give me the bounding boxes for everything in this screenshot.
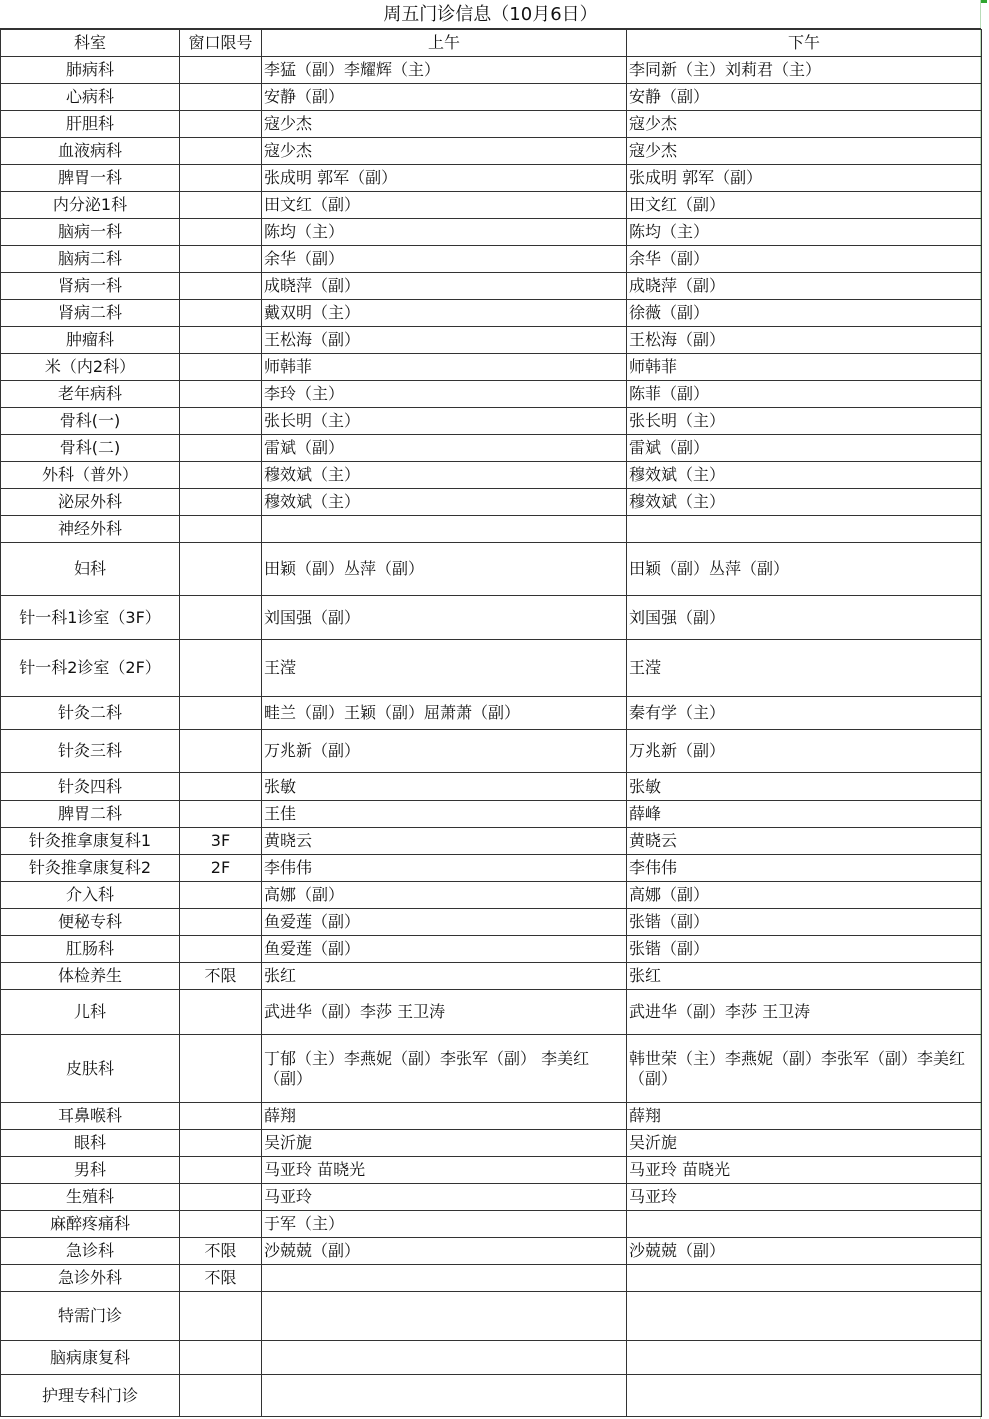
- morning-doctors-cell: 寇少杰: [262, 111, 627, 138]
- afternoon-doctors-cell: 寇少杰: [627, 111, 982, 138]
- afternoon-doctors-cell: 师韩菲: [627, 354, 982, 381]
- schedule-rows: [1, 57, 982, 1417]
- window-limit-cell: [180, 462, 262, 489]
- morning-doctors-cell: 李伟伟: [262, 855, 627, 882]
- afternoon-doctors-cell: 马亚玲 苗晓光: [627, 1157, 982, 1184]
- window-limit-cell: 2F: [180, 855, 262, 882]
- afternoon-doctors-cell: 寇少杰: [627, 138, 982, 165]
- table-row: [1, 516, 982, 543]
- table-row: [1, 138, 982, 165]
- afternoon-doctors-cell: 黄晓云: [627, 828, 982, 855]
- window-limit-cell: 3F: [180, 828, 262, 855]
- afternoon-doctors-cell: 雷斌（副）: [627, 435, 982, 462]
- table-row: [1, 327, 982, 354]
- morning-doctors-cell: 高娜（副）: [262, 882, 627, 909]
- window-limit-cell: 不限: [180, 1265, 262, 1292]
- window-limit-cell: 不限: [180, 1238, 262, 1265]
- morning-doctors-cell: 李猛（副）李耀辉（主）: [262, 57, 627, 84]
- afternoon-doctors-cell: 田文红（副）: [627, 192, 982, 219]
- window-limit-cell: [180, 1035, 262, 1103]
- morning-doctors-cell: 武进华（副）李莎 王卫涛: [262, 990, 627, 1035]
- morning-doctors-cell: 寇少杰: [262, 138, 627, 165]
- table-row: [1, 1238, 982, 1265]
- table-row: [1, 381, 982, 408]
- morning-doctors-cell: 万兆新（副）: [262, 730, 627, 773]
- table-row: [1, 1341, 982, 1375]
- afternoon-doctors-cell: 穆效斌（主）: [627, 489, 982, 516]
- morning-doctors-cell: 张成明 郭军（副）: [262, 165, 627, 192]
- morning-doctors-cell: [262, 1292, 627, 1341]
- window-limit-cell: [180, 381, 262, 408]
- table-row: [1, 354, 982, 381]
- table-row: [1, 1211, 982, 1238]
- morning-doctors-cell: 畦兰（副）王颖（副）屈萧萧（副）: [262, 697, 627, 730]
- table-row: [1, 111, 982, 138]
- table-row: [1, 462, 982, 489]
- morning-doctors-cell: 田颖（副）丛萍（副）: [262, 543, 627, 596]
- afternoon-doctors-cell: 沙兢兢（副）: [627, 1238, 982, 1265]
- window-limit-cell: [180, 111, 262, 138]
- window-limit-cell: [180, 300, 262, 327]
- morning-doctors-cell: 穆效斌（主）: [262, 489, 627, 516]
- morning-doctors-cell: 吴沂旎: [262, 1130, 627, 1157]
- morning-doctors-cell: 鱼爱莲（副）: [262, 909, 627, 936]
- table-row: [1, 882, 982, 909]
- window-limit-cell: [180, 246, 262, 273]
- window-limit-cell: [180, 909, 262, 936]
- department-cell: 特需门诊: [1, 1292, 180, 1341]
- morning-doctors-cell: 安静（副）: [262, 84, 627, 111]
- afternoon-doctors-cell: 徐薇（副）: [627, 300, 982, 327]
- afternoon-doctors-cell: 韩世荣（主）李燕妮（副）李张军（副）李美红（副）: [627, 1035, 982, 1103]
- afternoon-doctors-cell: 张锴（副）: [627, 909, 982, 936]
- header-afternoon: 下午: [627, 30, 982, 57]
- window-limit-cell: [180, 990, 262, 1035]
- table-row: [1, 990, 982, 1035]
- department-cell: 米（内2科）: [1, 354, 180, 381]
- department-cell: 男科: [1, 1157, 180, 1184]
- table-row: [1, 543, 982, 596]
- department-cell: 针灸二科: [1, 697, 180, 730]
- morning-doctors-cell: 张红: [262, 963, 627, 990]
- table-row: [1, 489, 982, 516]
- department-cell: 儿科: [1, 990, 180, 1035]
- department-cell: 皮肤科: [1, 1035, 180, 1103]
- window-limit-cell: [180, 697, 262, 730]
- department-cell: 肿瘤科: [1, 327, 180, 354]
- window-limit-cell: [180, 273, 262, 300]
- department-cell: 生殖科: [1, 1184, 180, 1211]
- window-limit-cell: [180, 138, 262, 165]
- department-cell: 脑病康复科: [1, 1341, 180, 1375]
- afternoon-doctors-cell: [627, 1375, 982, 1417]
- department-cell: 介入科: [1, 882, 180, 909]
- window-limit-cell: [180, 192, 262, 219]
- morning-doctors-cell: 沙兢兢（副）: [262, 1238, 627, 1265]
- morning-doctors-cell: [262, 516, 627, 543]
- department-cell: 针灸推拿康复科2: [1, 855, 180, 882]
- department-cell: 麻醉疼痛科: [1, 1211, 180, 1238]
- afternoon-doctors-cell: 张长明（主）: [627, 408, 982, 435]
- morning-doctors-cell: 刘国强（副）: [262, 596, 627, 640]
- morning-doctors-cell: 丁郁（主）李燕妮（副）李张军（副） 李美红（副）: [262, 1035, 627, 1103]
- window-limit-cell: [180, 219, 262, 246]
- department-cell: 妇科: [1, 543, 180, 596]
- department-cell: 耳鼻喉科: [1, 1103, 180, 1130]
- morning-doctors-cell: 陈均（主）: [262, 219, 627, 246]
- department-cell: 脾胃一科: [1, 165, 180, 192]
- table-row: [1, 57, 982, 84]
- header-morning: 上午: [262, 30, 627, 57]
- window-limit-cell: [180, 435, 262, 462]
- afternoon-doctors-cell: 万兆新（副）: [627, 730, 982, 773]
- table-row: [1, 640, 982, 697]
- afternoon-doctors-cell: [627, 516, 982, 543]
- department-cell: 针灸推拿康复科1: [1, 828, 180, 855]
- department-cell: 针一科2诊室（2F）: [1, 640, 180, 697]
- table-row: [1, 300, 982, 327]
- window-limit-cell: [180, 489, 262, 516]
- window-limit-cell: [180, 1375, 262, 1417]
- morning-doctors-cell: 薛翔: [262, 1103, 627, 1130]
- schedule-table: [0, 29, 982, 1417]
- department-cell: 肾病二科: [1, 300, 180, 327]
- afternoon-doctors-cell: 武进华（副）李莎 王卫涛: [627, 990, 982, 1035]
- header-department: 科室: [1, 30, 180, 57]
- department-cell: 便秘专科: [1, 909, 180, 936]
- morning-doctors-cell: 王佳: [262, 801, 627, 828]
- window-limit-cell: [180, 165, 262, 192]
- table-row: [1, 1375, 982, 1417]
- afternoon-doctors-cell: 张红: [627, 963, 982, 990]
- table-row: [1, 773, 982, 801]
- morning-doctors-cell: 李玲（主）: [262, 381, 627, 408]
- afternoon-doctors-cell: [627, 1341, 982, 1375]
- table-row: [1, 1035, 982, 1103]
- morning-doctors-cell: 师韩菲: [262, 354, 627, 381]
- afternoon-doctors-cell: [627, 1265, 982, 1292]
- department-cell: 肾病一科: [1, 273, 180, 300]
- morning-doctors-cell: 于军（主）: [262, 1211, 627, 1238]
- table-row: [1, 963, 982, 990]
- morning-doctors-cell: 黄晓云: [262, 828, 627, 855]
- morning-doctors-cell: 王松海（副）: [262, 327, 627, 354]
- afternoon-doctors-cell: 李伟伟: [627, 855, 982, 882]
- window-limit-cell: [180, 1103, 262, 1130]
- table-row: [1, 1265, 982, 1292]
- window-limit-cell: [180, 354, 262, 381]
- department-cell: 脑病二科: [1, 246, 180, 273]
- morning-doctors-cell: [262, 1341, 627, 1375]
- table-row: [1, 165, 982, 192]
- window-limit-cell: [180, 408, 262, 435]
- department-cell: 骨科(一): [1, 408, 180, 435]
- window-limit-cell: [180, 327, 262, 354]
- window-limit-cell: [180, 773, 262, 801]
- afternoon-doctors-cell: 马亚玲: [627, 1184, 982, 1211]
- table-row: [1, 730, 982, 773]
- table-row: [1, 1130, 982, 1157]
- window-limit-cell: [180, 1341, 262, 1375]
- morning-doctors-cell: 王滢: [262, 640, 627, 697]
- window-limit-cell: [180, 1157, 262, 1184]
- morning-doctors-cell: 穆效斌（主）: [262, 462, 627, 489]
- afternoon-doctors-cell: [627, 1292, 982, 1341]
- page-title: 周五门诊信息（10月6日）: [0, 0, 981, 29]
- window-limit-cell: [180, 730, 262, 773]
- table-row: [1, 801, 982, 828]
- window-limit-cell: [180, 596, 262, 640]
- afternoon-doctors-cell: 吴沂旎: [627, 1130, 982, 1157]
- table-row: [1, 909, 982, 936]
- department-cell: 针灸三科: [1, 730, 180, 773]
- window-limit-cell: [180, 1130, 262, 1157]
- table-row: [1, 828, 982, 855]
- afternoon-doctors-cell: 王松海（副）: [627, 327, 982, 354]
- afternoon-doctors-cell: 秦有学（主）: [627, 697, 982, 730]
- table-row: [1, 408, 982, 435]
- window-limit-cell: [180, 516, 262, 543]
- afternoon-doctors-cell: 张成明 郭军（副）: [627, 165, 982, 192]
- department-cell: 泌尿外科: [1, 489, 180, 516]
- department-cell: 针一科1诊室（3F）: [1, 596, 180, 640]
- window-limit-cell: [180, 543, 262, 596]
- morning-doctors-cell: 成晓萍（副）: [262, 273, 627, 300]
- department-cell: 眼科: [1, 1130, 180, 1157]
- window-limit-cell: [180, 640, 262, 697]
- header-window-limit: 窗口限号: [180, 30, 262, 57]
- morning-doctors-cell: 张敏: [262, 773, 627, 801]
- morning-doctors-cell: 马亚玲: [262, 1184, 627, 1211]
- department-cell: 骨科(二): [1, 435, 180, 462]
- window-limit-cell: [180, 57, 262, 84]
- department-cell: 肺病科: [1, 57, 180, 84]
- afternoon-doctors-cell: 穆效斌（主）: [627, 462, 982, 489]
- morning-doctors-cell: 张长明（主）: [262, 408, 627, 435]
- afternoon-doctors-cell: 刘国强（副）: [627, 596, 982, 640]
- table-row: [1, 84, 982, 111]
- department-cell: 脾胃二科: [1, 801, 180, 828]
- department-cell: 肛肠科: [1, 936, 180, 963]
- table-row: [1, 855, 982, 882]
- afternoon-doctors-cell: 王滢: [627, 640, 982, 697]
- morning-doctors-cell: 雷斌（副）: [262, 435, 627, 462]
- afternoon-doctors-cell: 高娜（副）: [627, 882, 982, 909]
- sheet-corner-marker: [981, 0, 987, 3]
- department-cell: 心病科: [1, 84, 180, 111]
- window-limit-cell: [180, 1292, 262, 1341]
- afternoon-doctors-cell: 张敏: [627, 773, 982, 801]
- afternoon-doctors-cell: [627, 1211, 982, 1238]
- table-row: [1, 697, 982, 730]
- window-limit-cell: [180, 801, 262, 828]
- table-row: [1, 192, 982, 219]
- department-cell: 急诊外科: [1, 1265, 180, 1292]
- table-row: [1, 273, 982, 300]
- department-cell: 体检养生: [1, 963, 180, 990]
- afternoon-doctors-cell: 陈均（主）: [627, 219, 982, 246]
- afternoon-doctors-cell: 李同新（主）刘莉君（主）: [627, 57, 982, 84]
- window-limit-cell: [180, 1211, 262, 1238]
- table-row: [1, 435, 982, 462]
- table-row: [1, 1157, 982, 1184]
- afternoon-doctors-cell: 张锴（副）: [627, 936, 982, 963]
- morning-doctors-cell: 田文红（副）: [262, 192, 627, 219]
- morning-doctors-cell: 马亚玲 苗晓光: [262, 1157, 627, 1184]
- afternoon-doctors-cell: 余华（副）: [627, 246, 982, 273]
- department-cell: 老年病科: [1, 381, 180, 408]
- window-limit-cell: 不限: [180, 963, 262, 990]
- department-cell: 护理专科门诊: [1, 1375, 180, 1417]
- morning-doctors-cell: [262, 1375, 627, 1417]
- department-cell: 血液病科: [1, 138, 180, 165]
- afternoon-doctors-cell: 成晓萍（副）: [627, 273, 982, 300]
- table-row: [1, 1184, 982, 1211]
- morning-doctors-cell: [262, 1265, 627, 1292]
- department-cell: 外科（普外）: [1, 462, 180, 489]
- table-row: [1, 936, 982, 963]
- afternoon-doctors-cell: 薛翔: [627, 1103, 982, 1130]
- table-row: [1, 1292, 982, 1341]
- department-cell: 肝胆科: [1, 111, 180, 138]
- header-row: [1, 30, 982, 57]
- afternoon-doctors-cell: 安静（副）: [627, 84, 982, 111]
- afternoon-doctors-cell: 田颖（副）丛萍（副）: [627, 543, 982, 596]
- table-row: [1, 596, 982, 640]
- table-row: [1, 246, 982, 273]
- window-limit-cell: [180, 936, 262, 963]
- morning-doctors-cell: 余华（副）: [262, 246, 627, 273]
- table-row: [1, 1103, 982, 1130]
- window-limit-cell: [180, 882, 262, 909]
- department-cell: 内分泌1科: [1, 192, 180, 219]
- department-cell: 急诊科: [1, 1238, 180, 1265]
- morning-doctors-cell: 戴双明（主）: [262, 300, 627, 327]
- department-cell: 神经外科: [1, 516, 180, 543]
- afternoon-doctors-cell: 薛峰: [627, 801, 982, 828]
- window-limit-cell: [180, 84, 262, 111]
- table-row: [1, 219, 982, 246]
- morning-doctors-cell: 鱼爱莲（副）: [262, 936, 627, 963]
- window-limit-cell: [180, 1184, 262, 1211]
- department-cell: 脑病一科: [1, 219, 180, 246]
- afternoon-doctors-cell: 陈菲（副）: [627, 381, 982, 408]
- department-cell: 针灸四科: [1, 773, 180, 801]
